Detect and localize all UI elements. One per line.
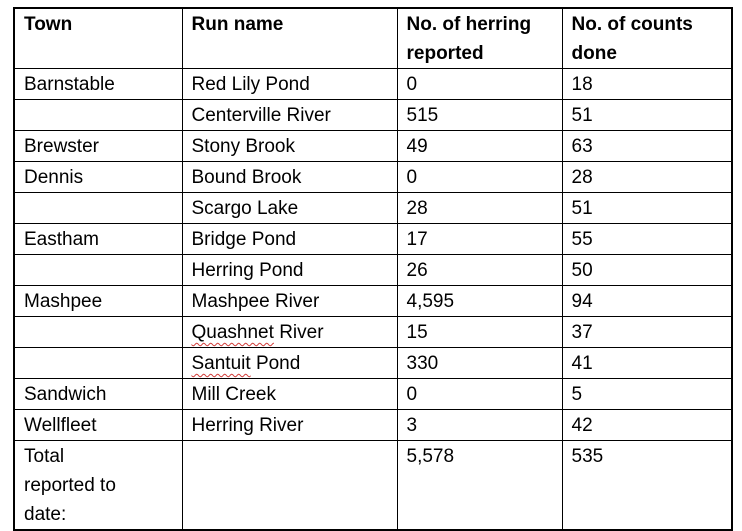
herring-count-cell bbox=[397, 131, 562, 162]
town-cell bbox=[14, 286, 182, 317]
table-row bbox=[14, 348, 732, 379]
table-row bbox=[14, 162, 732, 193]
town-cell bbox=[14, 69, 182, 100]
run-name-label: Herring River bbox=[191, 415, 304, 436]
table-row bbox=[14, 317, 732, 348]
herring-count-cell bbox=[397, 379, 562, 410]
table-row bbox=[14, 193, 732, 224]
run-name-cell bbox=[182, 162, 397, 193]
run-name-cell bbox=[182, 441, 397, 531]
counts-done-cell bbox=[562, 162, 732, 193]
herring-count-cell bbox=[397, 162, 562, 193]
herring-count-value: 3 bbox=[406, 415, 418, 436]
counts-done-value: 5 bbox=[571, 384, 583, 405]
run-name-cell bbox=[182, 193, 397, 224]
run-name-label: Pond bbox=[255, 353, 301, 374]
town-cell bbox=[14, 255, 182, 286]
herring-run-table bbox=[13, 7, 733, 531]
table-row bbox=[14, 286, 732, 317]
run-name-label: Herring Pond bbox=[191, 260, 304, 281]
counts-done-value: 55 bbox=[571, 229, 593, 250]
town-label: Mashpee bbox=[24, 291, 103, 312]
town-label: Sandwich bbox=[24, 384, 107, 405]
herring-count-value: 17 bbox=[406, 229, 428, 250]
herring-count-value: 15 bbox=[406, 322, 428, 343]
counts-done-cell bbox=[562, 100, 732, 131]
town-cell bbox=[14, 193, 182, 224]
total-label-line: date: bbox=[24, 504, 67, 525]
herring-count-cell bbox=[397, 69, 562, 100]
run-name-cell bbox=[182, 379, 397, 410]
table-row bbox=[14, 69, 732, 100]
run-name-label: Mashpee River bbox=[191, 291, 320, 312]
counts-done-cell bbox=[562, 224, 732, 255]
counts-done-cell bbox=[562, 348, 732, 379]
run-name-label: Stony Brook bbox=[191, 136, 295, 157]
herring-count-cell bbox=[397, 255, 562, 286]
herring-count-value: 49 bbox=[406, 136, 428, 157]
herring-count-value: 26 bbox=[406, 260, 428, 281]
counts-done-cell bbox=[562, 193, 732, 224]
counts-done-cell bbox=[562, 286, 732, 317]
herring-count-cell bbox=[397, 348, 562, 379]
counts-done-value: 51 bbox=[571, 198, 593, 219]
misspelled-word: Quashnet bbox=[191, 322, 274, 343]
table-row bbox=[14, 100, 732, 131]
total-label-line: Total bbox=[24, 446, 65, 467]
run-name-cell bbox=[182, 100, 397, 131]
town-label: Wellfleet bbox=[24, 415, 97, 436]
total-label-line: reported to bbox=[24, 475, 116, 496]
run-name-cell bbox=[182, 317, 397, 348]
header-label: Town bbox=[24, 14, 73, 35]
counts-done-value: 28 bbox=[571, 167, 593, 188]
town-label: Barnstable bbox=[24, 74, 115, 95]
counts-done-cell bbox=[562, 255, 732, 286]
column-header-run-name bbox=[182, 8, 397, 69]
herring-count-value: 0 bbox=[406, 167, 418, 188]
counts-done-value: 18 bbox=[571, 74, 593, 95]
header-row bbox=[14, 8, 732, 69]
run-name-cell bbox=[182, 255, 397, 286]
run-name-cell bbox=[182, 224, 397, 255]
run-name-label: Mill Creek bbox=[191, 384, 276, 405]
run-name-label: Red Lily Pond bbox=[191, 74, 310, 95]
town-cell bbox=[14, 317, 182, 348]
header-label: No. of herring reported bbox=[406, 14, 532, 64]
table-row bbox=[14, 255, 732, 286]
herring-count-cell bbox=[397, 100, 562, 131]
counts-done-value: 41 bbox=[571, 353, 593, 374]
herring-count-cell bbox=[397, 317, 562, 348]
run-name-label: Scargo Lake bbox=[191, 198, 299, 219]
run-name-label: Bridge Pond bbox=[191, 229, 297, 250]
column-header-counts-done bbox=[562, 8, 732, 69]
run-name-label: River bbox=[279, 322, 324, 343]
town-cell bbox=[14, 348, 182, 379]
misspelled-word: Santuit bbox=[191, 353, 251, 374]
table-row bbox=[14, 131, 732, 162]
herring-count-value: 0 bbox=[406, 74, 418, 95]
town-label: Brewster bbox=[24, 136, 99, 157]
counts-done-value: 42 bbox=[571, 415, 593, 436]
town-cell bbox=[14, 410, 182, 441]
counts-done-value: 37 bbox=[571, 322, 593, 343]
town-cell bbox=[14, 100, 182, 131]
herring-total-cell bbox=[397, 441, 562, 531]
table-row bbox=[14, 379, 732, 410]
herring-count-cell bbox=[397, 286, 562, 317]
counts-done-cell bbox=[562, 317, 732, 348]
herring-count-value: 28 bbox=[406, 198, 428, 219]
run-name-cell bbox=[182, 69, 397, 100]
herring-count-cell bbox=[397, 193, 562, 224]
counts-done-value: 51 bbox=[571, 105, 593, 126]
total-row bbox=[14, 441, 732, 531]
counts-total-value: 535 bbox=[571, 446, 604, 467]
town-cell bbox=[14, 162, 182, 193]
town-cell bbox=[14, 224, 182, 255]
herring-count-value: 0 bbox=[406, 384, 418, 405]
herring-count-value: 4,595 bbox=[406, 291, 455, 312]
run-name-label: Bound Brook bbox=[191, 167, 302, 188]
run-name-cell bbox=[182, 348, 397, 379]
counts-done-cell bbox=[562, 69, 732, 100]
run-name-cell bbox=[182, 286, 397, 317]
herring-count-cell bbox=[397, 224, 562, 255]
herring-count-value: 515 bbox=[406, 105, 439, 126]
header-label: No. of counts done bbox=[571, 14, 693, 64]
counts-total-cell bbox=[562, 441, 732, 531]
herring-count-value: 330 bbox=[406, 353, 439, 374]
town-cell bbox=[14, 131, 182, 162]
town-cell bbox=[14, 379, 182, 410]
run-name-cell bbox=[182, 131, 397, 162]
town-label: Eastham bbox=[24, 229, 99, 250]
counts-done-value: 63 bbox=[571, 136, 593, 157]
header-label: Run name bbox=[191, 14, 284, 35]
run-name-cell bbox=[182, 410, 397, 441]
column-header-town bbox=[14, 8, 182, 69]
run-name-label: Centerville River bbox=[191, 105, 331, 126]
herring-count-cell bbox=[397, 410, 562, 441]
table-row bbox=[14, 224, 732, 255]
counts-done-cell bbox=[562, 410, 732, 441]
total-label-cell bbox=[14, 441, 182, 531]
counts-done-cell bbox=[562, 131, 732, 162]
counts-done-value: 50 bbox=[571, 260, 593, 281]
table-row bbox=[14, 410, 732, 441]
counts-done-value: 94 bbox=[571, 291, 593, 312]
counts-done-cell bbox=[562, 379, 732, 410]
town-label: Dennis bbox=[24, 167, 84, 188]
herring-total-value: 5,578 bbox=[406, 446, 455, 467]
column-header-herring-reported bbox=[397, 8, 562, 69]
